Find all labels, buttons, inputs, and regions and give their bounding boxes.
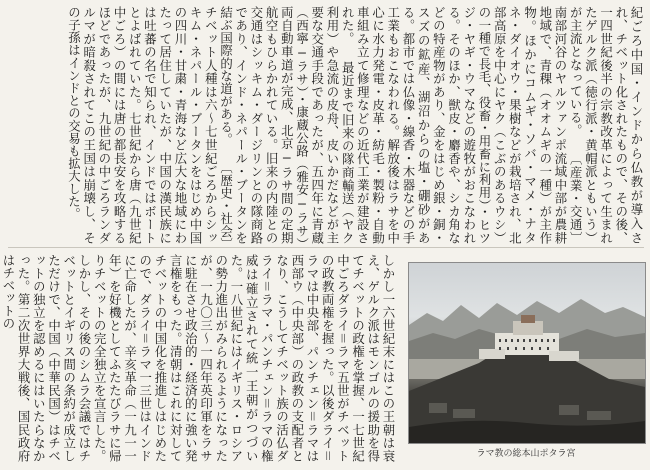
photo-caption: ラマ教の総本山ポタラ宮 [476,449,576,459]
lower-left-body-text: しかし一六世紀末にはこの王朝は衰え、ゲルク派はモンゴルの援助を得てチベットの政権を掌握、一七世紀中ごろダライ＝ラマ五世がチベットの政教両権を握った。以後ダライ＝ラマは中央部、パンチェン＝ラマは西部ウ（中央部）の政教の支配者となり、こうしてチベット族の活仏ダライ＝ラマ・パンチェン＝ラマの権威は確立されて統一王朝がつづいた。一八世紀にはイギリス・ロシアの勢力進出がみられるようになったが、一九〇三〜一四年英印軍をラサに駐在させ政治的・経済的に強い発言権をもった。清朝はこれに対してチベットの中国化を推進しはじめたので、ダライ＝ラマ一三世はインドに亡命したが、辛亥革命（一九一一年）を好機としてふたたびラサに帰りチベットの完全独立を宣言した。しかし、その後のシムラ会議ではチベットとイギリス間の条約が成立しただけで、中国（中華民国）はチベットの独立を認めるにはいたらなかった。第二次世界大戦後、国民政府はチベットの [0,254,396,462]
upper-text-block [8,6,644,244]
lower-left-text-block [0,254,396,462]
upper-body-text: 紀ごろ中国・インドから仏教が導入され、チベット化されたもので、その後、一四世紀後半の宗教改革によって生まれたゲルク派（徳行派・黄帽派ともいう）が主流となっている。 〔産業・交通〕南部河谷のヤルツァンポ流域中部が農耕地域で、青稞（オオムギの一種）が主作物。ほかにコムギ・ソバ・マメ・ナタネ・ダイオウ・果樹などが栽培され、北部高原を中心にヤク（こぶのあるウシ）の一種で長毛、役畜・用畜に利用）・ヒツジ・ヤギ・ウマなどの遊牧がおこなわれる。そのほか、獣皮・麝香や、シカ角などの特産物があり、金をはじめ銀・銅・スズの鉱産、湖沼からの塩・硼砂がある。都市では仏像・線香・木器などの手工業もおこなわれる。解放後はラサを中心に水力発電・皮革・紡毛・製粉・自動車組み立て修理などの近代工業が建設された。 最近まで旧来の隊商輸送（ヤク利用）や急流の皮舟、皮いかだなどが主要な交通手段であったが、五四年に青蔵（西寧−ラサ）・康蔵公路（雅安−ラサ）両自動車道が完成、北京−ラサ間の定期航空もひらかれている。旧来の内陸との交通はシッキム・ダージリンとの隊商路であり、インド・ネパール・ブータンを結ぶ国際的な道がある。 〔歴史・社会〕チベット人種は六〜七世紀ごろからシッキム・ネパール・ブータンをはじめ中国の四川・甘粛・青海など広大な地域にわたって居住していたが、中国の漢民族には吐蕃の名で知られ、インドではボートとよばれていた。七世紀から唐（九世紀中ごろ）の間には唐の都長安を攻略するほどであったが、九世紀の中ごろランダルマが暗殺されてこの王国は崩壊し、その子孫はインドとの交易も拡大した。 [66,6,644,244]
photo-illustration [409,263,645,443]
potala-palace-photo [408,262,646,444]
section-divider [8,247,644,248]
